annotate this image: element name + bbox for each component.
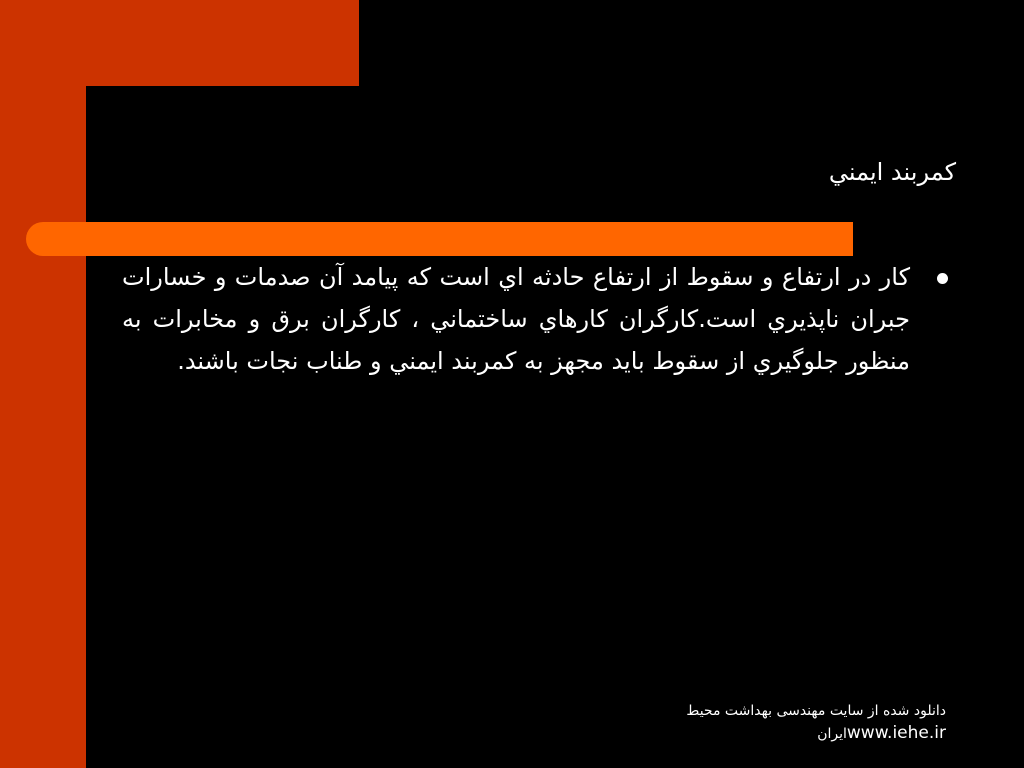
top-decorative-block <box>0 0 359 86</box>
footer-credit <box>646 700 946 745</box>
footer-line-2 <box>646 722 946 745</box>
bullet-dot-icon <box>937 273 948 284</box>
footer-url: www.iehe.ir <box>846 723 946 743</box>
bullet-item <box>122 256 954 382</box>
footer-line-1: دانلود شده از سایت مهندسی بهداشت محیط <box>686 703 946 719</box>
left-decorative-band <box>0 0 86 768</box>
footer-suffix: ایران <box>817 726 847 742</box>
bullet-list <box>122 256 954 382</box>
accent-bar <box>26 222 853 256</box>
slide-title: كمربند ايمني <box>828 158 956 186</box>
bullet-text: كار در ارتفاع و سقوط از ارتفاع حادثه اي است كه پيامد آن صدمات و خسارات جبران ناپذيري است.كارگران كارهاي ساختماني ، كارگران برق و مخابرات به منظور جلوگيري از سقوط بايد مجهز به كمربند ايمني و طناب نجات باشند. <box>122 263 910 375</box>
